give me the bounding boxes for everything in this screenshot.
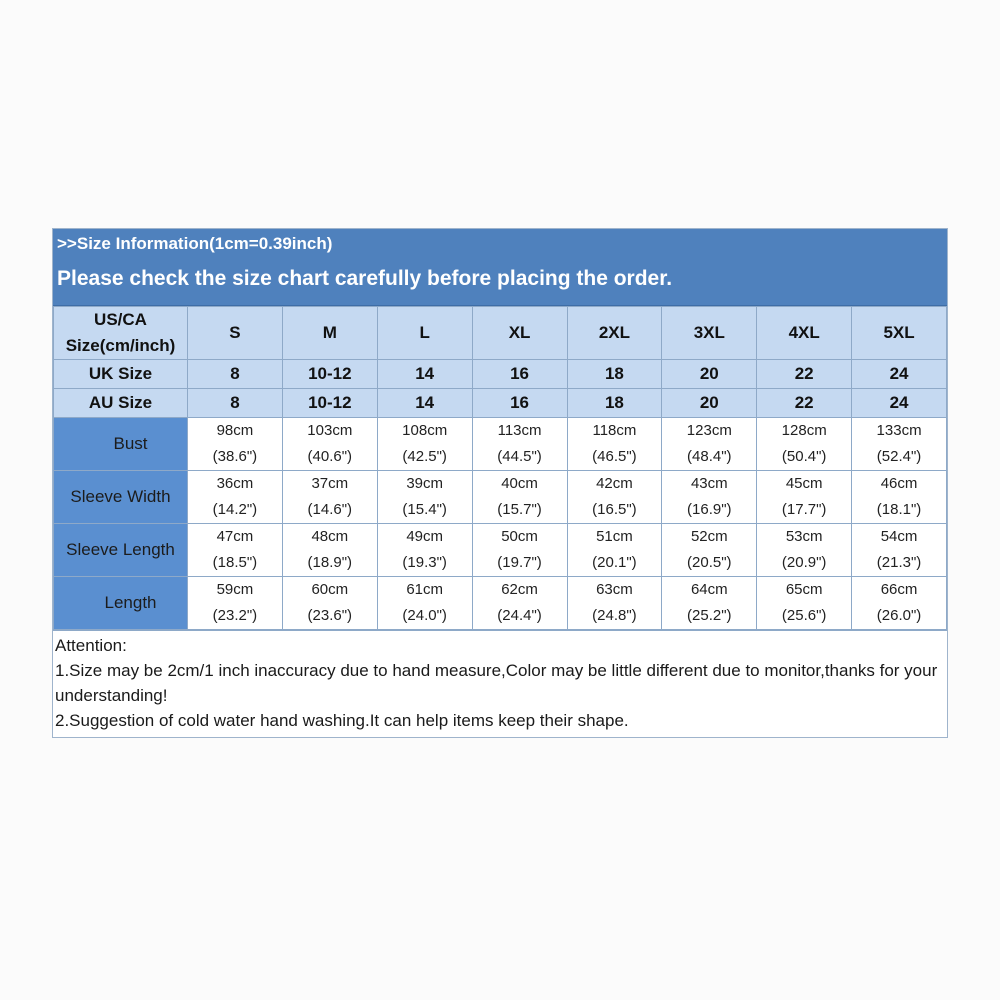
- measurement-cell: [472, 577, 567, 630]
- au-size-value: 16: [472, 389, 567, 418]
- measurement-inch: (20.5"): [687, 554, 732, 571]
- measurement-cell: [188, 577, 283, 630]
- measurement-cell: [282, 524, 377, 577]
- uk-size-value: 20: [662, 360, 757, 389]
- measurement-cell: [472, 418, 567, 471]
- measurement-cell: [757, 524, 852, 577]
- measurement-cm: 59cm: [216, 581, 254, 598]
- measurement-cell: [757, 577, 852, 630]
- attention-notes: [53, 630, 947, 737]
- measurement-cm: 108cm: [402, 422, 448, 439]
- size-header-4xl: 4XL: [757, 307, 852, 360]
- uk-size-value: 16: [472, 360, 567, 389]
- measurement-cell: [757, 418, 852, 471]
- measurement-inch: (38.6"): [212, 448, 258, 465]
- measurement-inch: (46.5"): [592, 448, 637, 465]
- size-chart-banner: [53, 229, 947, 306]
- measurement-inch: (25.6"): [781, 607, 827, 624]
- au-size-value: 8: [188, 389, 283, 418]
- uk-size-value: 14: [377, 360, 472, 389]
- uk-size-label: UK Size: [54, 360, 188, 389]
- measurement-inch: (14.2"): [212, 501, 258, 518]
- measurement-cm: 46cm: [880, 475, 918, 492]
- measurement-cell: [282, 577, 377, 630]
- measurement-cm: 118cm: [592, 422, 637, 439]
- measurement-cell: [377, 577, 472, 630]
- measurement-cell: [377, 524, 472, 577]
- measurement-inch: (40.6"): [307, 448, 353, 465]
- measurement-cm: 62cm: [501, 581, 538, 598]
- measurement-inch: (48.4"): [687, 448, 732, 465]
- measurement-inch: (20.1"): [592, 554, 637, 571]
- measurement-inch: (21.3"): [876, 554, 922, 571]
- measurement-cm: 133cm: [876, 422, 922, 439]
- measurement-inch: (42.5"): [402, 448, 447, 465]
- measurement-label: Sleeve Length: [54, 524, 188, 577]
- size-header-label: US/CA Size(cm/inch): [54, 307, 188, 360]
- measurement-cm: 54cm: [880, 528, 918, 545]
- measurement-inch: (16.5"): [592, 501, 637, 518]
- measurement-label: Length: [54, 577, 188, 630]
- measurement-cell: [282, 471, 377, 524]
- measurement-cell: [662, 471, 757, 524]
- size-header-xl: XL: [472, 307, 567, 360]
- attention-note-2: 2.Suggestion of cold water hand washing.It can help items keep their shape.: [55, 711, 629, 730]
- measurement-cm: 65cm: [785, 581, 823, 598]
- measurement-inch: (15.4"): [402, 501, 447, 518]
- measurement-inch: (19.3"): [402, 554, 447, 571]
- measurement-row: [54, 418, 947, 471]
- uk-size-value: 10-12: [282, 360, 377, 389]
- measurement-inch: (15.7"): [497, 501, 542, 518]
- measurement-cm: 39cm: [406, 475, 444, 492]
- measurement-inch: (25.2"): [687, 607, 732, 624]
- measurement-cm: 42cm: [596, 475, 633, 492]
- measurement-cm: 50cm: [501, 528, 538, 545]
- measurement-inch: (23.6"): [307, 607, 353, 624]
- measurement-inch: (44.5"): [497, 448, 542, 465]
- measurement-cell: [188, 524, 283, 577]
- size-header-l: L: [377, 307, 472, 360]
- measurement-inch: (52.4"): [876, 448, 922, 465]
- measurement-row: [54, 524, 947, 577]
- measurement-inch: (50.4"): [781, 448, 827, 465]
- size-header-3xl: 3XL: [662, 307, 757, 360]
- measurement-row: [54, 471, 947, 524]
- attention-note-1: 1.Size may be 2cm/1 inch inaccuracy due to hand measure,Color may be little different due to monitor,thanks for your understanding!: [55, 661, 938, 705]
- measurement-row: [54, 577, 947, 630]
- au-size-value: 20: [662, 389, 757, 418]
- measurement-cell: [852, 524, 947, 577]
- measurement-cm: 64cm: [690, 581, 728, 598]
- uk-size-row: [54, 360, 947, 389]
- measurement-cell: [662, 524, 757, 577]
- size-header-m: M: [282, 307, 377, 360]
- size-header-2xl: 2XL: [567, 307, 662, 360]
- measurement-cm: 48cm: [311, 528, 349, 545]
- measurement-cell: [567, 471, 662, 524]
- measurement-cm: 45cm: [785, 475, 823, 492]
- measurement-cm: 43cm: [690, 475, 728, 492]
- au-size-label: AU Size: [54, 389, 188, 418]
- uk-size-value: 22: [757, 360, 852, 389]
- measurement-cell: [567, 524, 662, 577]
- measurement-cell: [472, 471, 567, 524]
- size-table: [53, 306, 947, 630]
- measurement-inch: (18.5"): [212, 554, 258, 571]
- measurement-cm: 51cm: [596, 528, 633, 545]
- au-size-value: 10-12: [282, 389, 377, 418]
- measurement-cm: 123cm: [686, 422, 732, 439]
- measurement-cm: 37cm: [311, 475, 349, 492]
- measurement-inch: (20.9"): [781, 554, 827, 571]
- measurement-cell: [188, 418, 283, 471]
- measurement-cm: 128cm: [781, 422, 827, 439]
- au-size-value: 14: [377, 389, 472, 418]
- measurement-cm: 98cm: [216, 422, 254, 439]
- measurement-cell: [472, 524, 567, 577]
- measurement-inch: (24.4"): [497, 607, 542, 624]
- measurement-cell: [377, 471, 472, 524]
- au-size-value: 18: [567, 389, 662, 418]
- measurement-inch: (24.0"): [402, 607, 447, 624]
- au-size-value: 24: [852, 389, 947, 418]
- size-header-5xl: 5XL: [852, 307, 947, 360]
- size-header-row: [54, 307, 947, 360]
- measurement-inch: (24.8"): [592, 607, 637, 624]
- measurement-inch: (14.6"): [307, 501, 353, 518]
- au-size-row: [54, 389, 947, 418]
- measurement-cm: 52cm: [690, 528, 728, 545]
- au-size-value: 22: [757, 389, 852, 418]
- uk-size-value: 18: [567, 360, 662, 389]
- measurement-cell: [852, 471, 947, 524]
- measurement-cell: [567, 418, 662, 471]
- measurement-label: Sleeve Width: [54, 471, 188, 524]
- measurement-cell: [282, 418, 377, 471]
- measurement-inch: (16.9"): [687, 501, 732, 518]
- measurement-cm: 66cm: [880, 581, 918, 598]
- measurement-cm: 60cm: [311, 581, 349, 598]
- size-notice: Please check the size chart carefully before placing the order.: [57, 267, 673, 290]
- measurement-cm: 61cm: [406, 581, 444, 598]
- measurement-cell: [377, 418, 472, 471]
- size-info-heading: >>Size Information(1cm=0.39inch): [57, 234, 333, 253]
- measurement-inch: (17.7"): [781, 501, 827, 518]
- measurement-cell: [188, 471, 283, 524]
- measurement-cm: 40cm: [501, 475, 538, 492]
- uk-size-value: 8: [188, 360, 283, 389]
- measurement-cell: [567, 577, 662, 630]
- measurement-cm: 36cm: [216, 475, 254, 492]
- attention-title: Attention:: [55, 636, 127, 655]
- measurement-label: Bust: [54, 418, 188, 471]
- measurement-cm: 63cm: [596, 581, 633, 598]
- measurement-cm: 49cm: [406, 528, 444, 545]
- uk-size-value: 24: [852, 360, 947, 389]
- measurement-cell: [852, 418, 947, 471]
- size-chart: [52, 228, 948, 738]
- measurement-cm: 103cm: [307, 422, 353, 439]
- measurement-cm: 113cm: [497, 422, 542, 439]
- measurement-inch: (19.7"): [497, 554, 542, 571]
- measurement-cell: [852, 577, 947, 630]
- measurement-cell: [757, 471, 852, 524]
- measurement-cm: 47cm: [216, 528, 254, 545]
- measurement-inch: (18.9"): [307, 554, 353, 571]
- size-header-s: S: [188, 307, 283, 360]
- measurement-cell: [662, 418, 757, 471]
- measurement-cell: [662, 577, 757, 630]
- measurement-cm: 53cm: [785, 528, 823, 545]
- measurement-inch: (23.2"): [212, 607, 258, 624]
- measurement-inch: (18.1"): [876, 501, 922, 518]
- measurement-inch: (26.0"): [876, 607, 922, 624]
